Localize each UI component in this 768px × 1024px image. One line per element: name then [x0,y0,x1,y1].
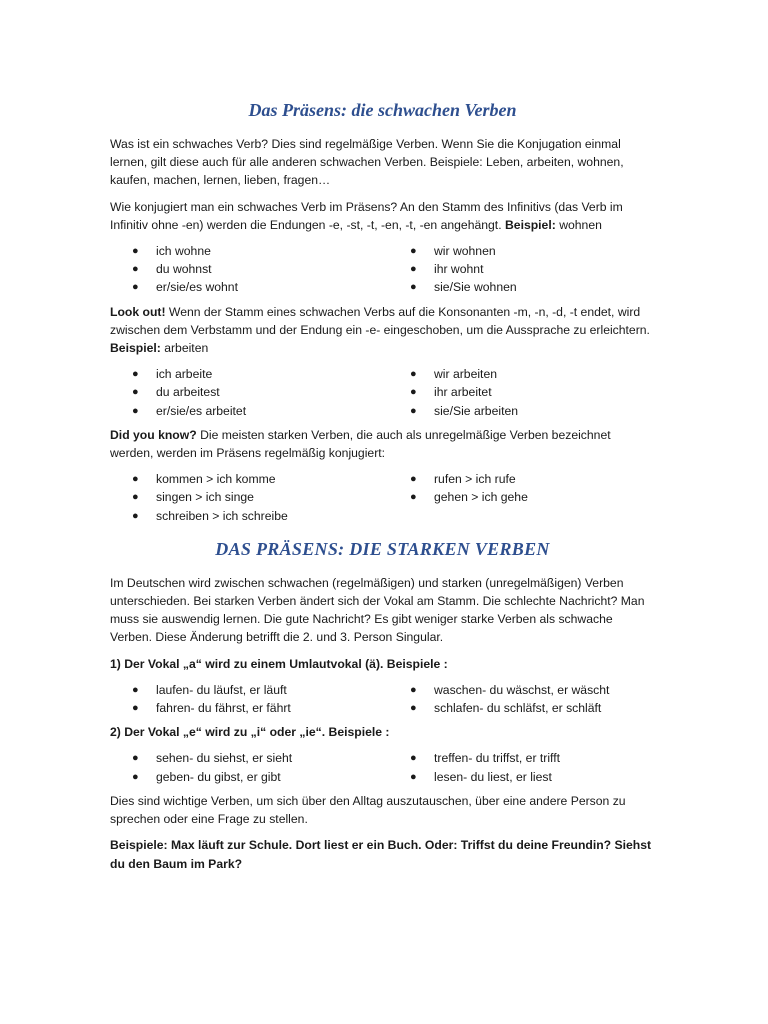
arbeiten-singular [110,365,410,420]
lookout-text: Wenn der Stamm eines schwachen Verbs auf die Konsonanten -m, -n, -d, -t endet, wird zwischen dem Verbstamm und der Endung ein -e- eingeschoben, um die Aussprache zu erleichtern. [110,304,650,337]
list-item: ● du wohnst [110,260,410,278]
didyouknow-text: Die meisten starken Verben, die auch als unregelmäßige Verben bezeichnet werden, werden im Präsens regelmäßig konjugiert: [110,427,611,461]
bullet-icon: ● [410,404,417,417]
bullet-icon: ● [132,770,139,783]
bullet-icon: ● [410,491,417,504]
important-paragraph: Dies sind wichtige Verben, um sich über den Alltag auszutauschen, über eine andere Person zu sprechen oder eine Frage zu stellen. [110,793,626,827]
bullet-icon: ● [132,368,139,381]
list-item: ● schreiben > ich schreibe [110,507,410,525]
bullet-icon: ● [132,404,139,417]
conjugation-text: Wie konjugiert man ein schwaches Verb im Präsens? An den Stamm des Infinitivs (das Verb im Infinitiv ohne -en) werden die Endungen -e, -st, -t, -en, -t, -en angehängt. [110,199,623,232]
bullet-icon: ● [132,281,139,294]
list-item: ● waschen- du wäschst, er wäscht [410,681,655,699]
conjugation-paragraph [110,198,655,234]
wohnen-plural [410,242,655,297]
bullet-icon: ● [132,752,139,765]
bullet-icon: ● [410,770,417,783]
bullet-icon: ● [132,386,139,399]
rule2-left [110,749,410,785]
list-item: ● fahren- du fährst, er fährt [110,699,410,717]
rule1-left [110,681,410,717]
didyouknow-paragraph [110,426,655,462]
bullet-icon: ● [132,245,139,258]
page-title: Das Präsens: die schwachen Verben [248,100,517,120]
bullet-icon: ● [410,702,417,715]
wohnen-conjugation-list [110,242,655,297]
conjugation-example-word: wohnen [559,217,602,232]
list-item: ● wir wohnen [410,242,655,260]
list-item: ● rufen > ich rufe [410,470,655,488]
list-item: ● kommen > ich komme [110,470,410,488]
document-content [110,96,655,881]
list-item: ● schlafen- du schläfst, er schläft [410,699,655,717]
list-item: ● ihr arbeitet [410,383,655,401]
list-item: ● singen > ich singe [110,488,410,506]
bullet-icon: ● [132,702,139,715]
bullet-icon: ● [410,245,417,258]
bullet-icon: ● [132,509,139,522]
strong-regular-list [110,470,655,525]
bullet-icon: ● [410,752,417,765]
rule1-heading: 1) Der Vokal „a“ wird zu einem Umlautvokal (ä). Beispiele : [110,656,448,671]
intro-paragraph: Was ist ein schwaches Verb? Dies sind regelmäßige Verben. Wenn Sie die Konjugation einmal lernen, gilt diese auch für alle anderen schwachen Verben. Beispiele: Leben, arbeiten, wohnen, kaufen, machen, lernen, lieben, fragen… [110,137,624,188]
list-item: ● geben- du gibst, er gibt [110,768,410,786]
lookout-example-label: Beispiel: [110,341,161,356]
section-title-strong-verbs: DAS PRÄSENS: DIE STARKEN VERBEN [215,538,550,559]
list-item: ● gehen > ich gehe [410,488,655,506]
bullet-icon: ● [410,263,417,276]
rule2-right [410,749,655,785]
strong-regular-right [410,470,655,525]
list-item: ● wir arbeiten [410,365,655,383]
list-item: ● er/sie/es arbeitet [110,402,410,420]
lookout-example-word: arbeiten [164,341,209,356]
wohnen-singular [110,242,410,297]
lookout-label: Look out! [110,304,166,319]
list-item: ● lesen- du liest, er liest [410,768,655,786]
rule1-list [110,681,655,717]
bullet-icon: ● [410,683,417,696]
bullet-icon: ● [410,386,417,399]
conjugation-example-label: Beispiel: [504,217,556,232]
list-item: ● ich arbeite [110,365,410,383]
list-item: ● treffen- du triffst, er trifft [410,749,655,767]
bullet-icon: ● [132,263,139,276]
bullet-icon: ● [132,473,139,486]
list-item: ● laufen- du läufst, er läuft [110,681,410,699]
list-item: ● ihr wohnt [410,260,655,278]
arbeiten-plural [410,365,655,420]
list-item: ● sie/Sie wohnen [410,278,655,296]
list-item: ● ich wohne [110,242,410,260]
list-item: ● er/sie/es wohnt [110,278,410,296]
bullet-icon: ● [410,281,417,294]
list-item: ● du arbeitest [110,383,410,401]
didyouknow-label: Did you know? [110,427,197,442]
list-item: ● sie/Sie arbeiten [410,402,655,420]
arbeiten-conjugation-list [110,365,655,420]
final-examples-paragraph: Beispiele: Max läuft zur Schule. Dort liest er ein Buch. Oder: Triffst du deine Freundin? Siehst du den Baum im Park? [110,838,652,871]
bullet-icon: ● [132,491,139,504]
list-item: ● sehen- du siehst, er sieht [110,749,410,767]
strong-regular-left [110,470,410,525]
bullet-icon: ● [410,368,417,381]
bullet-icon: ● [410,473,417,486]
rule1-right [410,681,655,717]
strong-intro-paragraph: Im Deutschen wird zwischen schwachen (regelmäßigen) und starken (unregelmäßigen) Verben unterschieden. Bei starken Verben ändert sich der Vokal am Stamm. Die schlechte Nachricht? Man muss sie auswendig lernen. Die gute Nachricht? Es gibt weniger starke Verben als schwache Verben. Diese Änderung betrifft die 2. und 3. Person Singular. [110,575,645,645]
rule2-heading: 2) Der Vokal „e“ wird zu „i“ oder „ie“. Beispiele : [110,725,390,740]
lookout-paragraph [110,303,655,358]
bullet-icon: ● [132,683,139,696]
rule2-list [110,749,655,785]
